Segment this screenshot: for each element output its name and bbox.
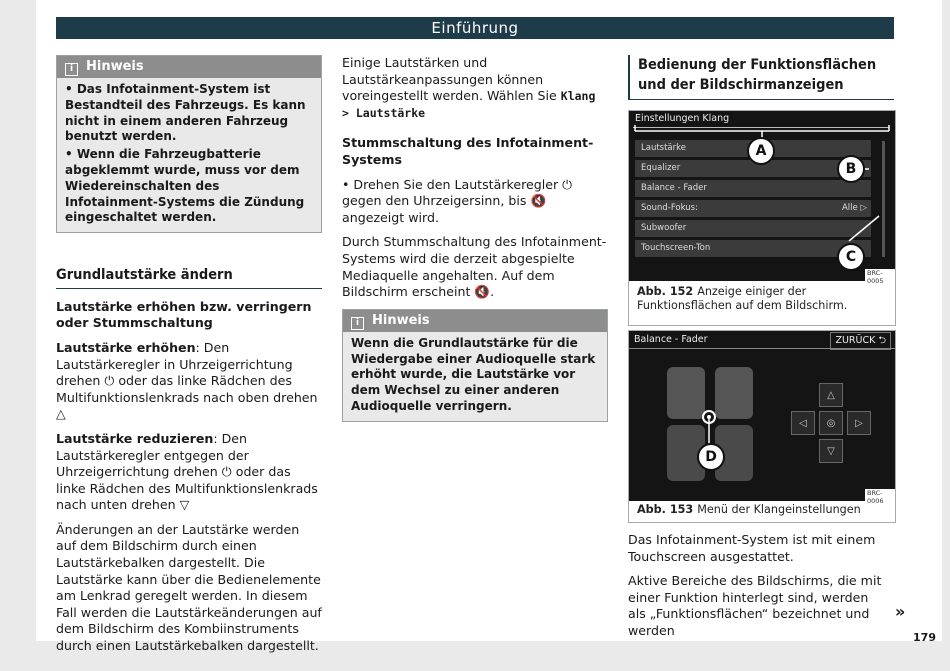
paragraph-mute-info: Durch Stummschaltung des Infotainment-Systems wird die derzeit abgespielte Mediaquelle angehalten. Auf dem Bildschirm erscheint 🔇. (342, 234, 607, 300)
figure-153 (628, 330, 896, 523)
menu-item-touch-tone: Touchscreen-Ton (635, 240, 871, 257)
arrow-up-icon: △ (819, 383, 843, 407)
figure-code: BRC-0006 (865, 489, 895, 505)
bold-label: Lautstärke erhöhen (56, 339, 196, 355)
menu-item-volume: Lautstärke (635, 140, 871, 157)
menu-item-balance: Balance - Fader (635, 180, 871, 197)
section-title: Bedienung der Funktionsflächen und der Bildschirmanzeigen (638, 57, 877, 93)
menu-item-equalizer: Equalizer (635, 160, 871, 177)
callout-d: D (697, 443, 725, 471)
callout-c: C (837, 243, 865, 271)
menu-item-label: Sound-Fokus: (641, 203, 698, 213)
figure-152 (628, 110, 896, 326)
paragraph-volume-bar: Änderungen an der Lautstärke werden auf dem Bildschirm durch einen Lautstärkebalken dargestellt. Die Lautstärke kann über die Bedienelemente am Lenkrad geregelt werden. In diesem Fall werden die Lautstärkeänderungen auf dem Bildschirm des Kombiinstruments durch einen Lautstärkebalken dargestellt. (56, 521, 322, 654)
paragraph-presets (342, 55, 608, 121)
menu-path: Klang > Lautstärke (342, 89, 596, 120)
paragraph-text: : Den Lautstärkeregler in Uhrzeigerrichtung drehen ⏻ oder das linke Rädchen des Multifunktionslenkrads nach oben drehen △ (56, 339, 318, 422)
note-body (57, 78, 321, 232)
sound-focus-value: Alle ▷ (841, 203, 867, 213)
subheading: Stummschaltung des Infotainment-Systems (342, 135, 594, 167)
right-column (628, 55, 894, 100)
paragraph-text: : Den Lautstärkeregler entgegen der Uhrzeigerrichtung drehen ⏻ oder das linke Rädchen des Multifunktionslenkrads nach unten drehen ▽ (56, 430, 318, 513)
paragraph-mute-step: • Drehen Sie den Lautstärkeregler ⏻ gegen den Uhrzeigersinn, bis 🔇 angezeigt wird. (342, 176, 573, 225)
divider (629, 348, 895, 349)
figure-caption (637, 285, 895, 313)
note-item: • Wenn die Fahrzeugbatterie abgeklemmt wurde, muss vor dem Wiedereinschalten des Infotainment-Systems die Zündung eingeschaltet werden. (65, 147, 305, 225)
continue-marker: » (895, 602, 906, 621)
back-button: ZURÜCK ⮌ (830, 332, 891, 350)
figure-number: Abb. 153 (637, 503, 694, 516)
screen-sound-settings (629, 111, 895, 285)
paragraph-increase (56, 340, 322, 423)
middle-column (342, 55, 608, 422)
left-column (56, 55, 322, 663)
section-heading (628, 55, 894, 100)
info-icon: i (65, 63, 78, 76)
caption-text: Anzeige einiger der Funktionsflächen auf dem Bildschirm. (637, 285, 848, 312)
screen-balance-fader (629, 331, 895, 505)
note-text: Wenn die Grundlautstärke für die Wiedergabe einer Audioquelle stark erhöht wurde, die Lautstärke vor dem Wechsel zu einer anderen Audioquelle verringern. (351, 335, 596, 413)
section-heading (56, 267, 322, 289)
note-body (343, 332, 607, 421)
back-label: ZURÜCK (835, 335, 876, 346)
note-box (342, 309, 608, 422)
note-title: Hinweis (86, 59, 144, 74)
figure-number: Abb. 152 (637, 285, 694, 298)
section-title: Grundlautstärke ändern (56, 267, 233, 284)
callout-b: B (837, 155, 865, 183)
paragraph-touchscreen: Das Infotainment-System ist mit einem Touchscreen ausgestattet. (628, 532, 876, 564)
center-icon: ◎ (819, 411, 843, 435)
figure-caption (637, 503, 861, 517)
paragraph-decrease (56, 431, 322, 514)
paragraph-text: Einige Lautstärken und Lautstärkeanpassungen können voreingestellt werden. Wählen Sie (342, 55, 561, 104)
note-item: • Das Infotainment-System ist Bestandteil des Fahrzeugs. Es kann nicht in einem anderen Fahrzeug benutzt werden. (65, 82, 306, 144)
info-icon: i (351, 317, 364, 330)
note-header (343, 310, 607, 332)
arrow-down-icon: ▽ (819, 439, 843, 463)
arrow-right-icon: ▷ (847, 411, 871, 435)
menu-item-subwoofer: Subwoofer (635, 220, 871, 237)
bold-label: Lautstärke reduzieren (56, 430, 214, 446)
arrow-left-icon: ◁ (791, 411, 815, 435)
note-title: Hinweis (372, 312, 430, 328)
paragraph-function-areas: Aktive Bereiche des Bildschirms, die mit einer Funktion hinterlegt sind, werden als „Funktionsflächen“ bezeichnet und werden (628, 573, 882, 638)
screen-title: Einstellungen Klang (635, 113, 730, 124)
page-number: 179 (913, 631, 936, 644)
chapter-header: Einführung (56, 17, 894, 39)
caption-text: Menü der Klangeinstellungen (697, 503, 861, 516)
right-column-text (628, 532, 890, 648)
value-text: Alle (841, 203, 858, 213)
note-header (57, 56, 321, 78)
screen-title: Balance - Fader (634, 334, 708, 345)
callout-a: A (747, 137, 775, 165)
subheading: Lautstärke erhöhen bzw. verringern oder Stummschaltung (56, 298, 312, 331)
figure-code: BRC-0005 (865, 269, 895, 285)
note-box (56, 55, 322, 233)
